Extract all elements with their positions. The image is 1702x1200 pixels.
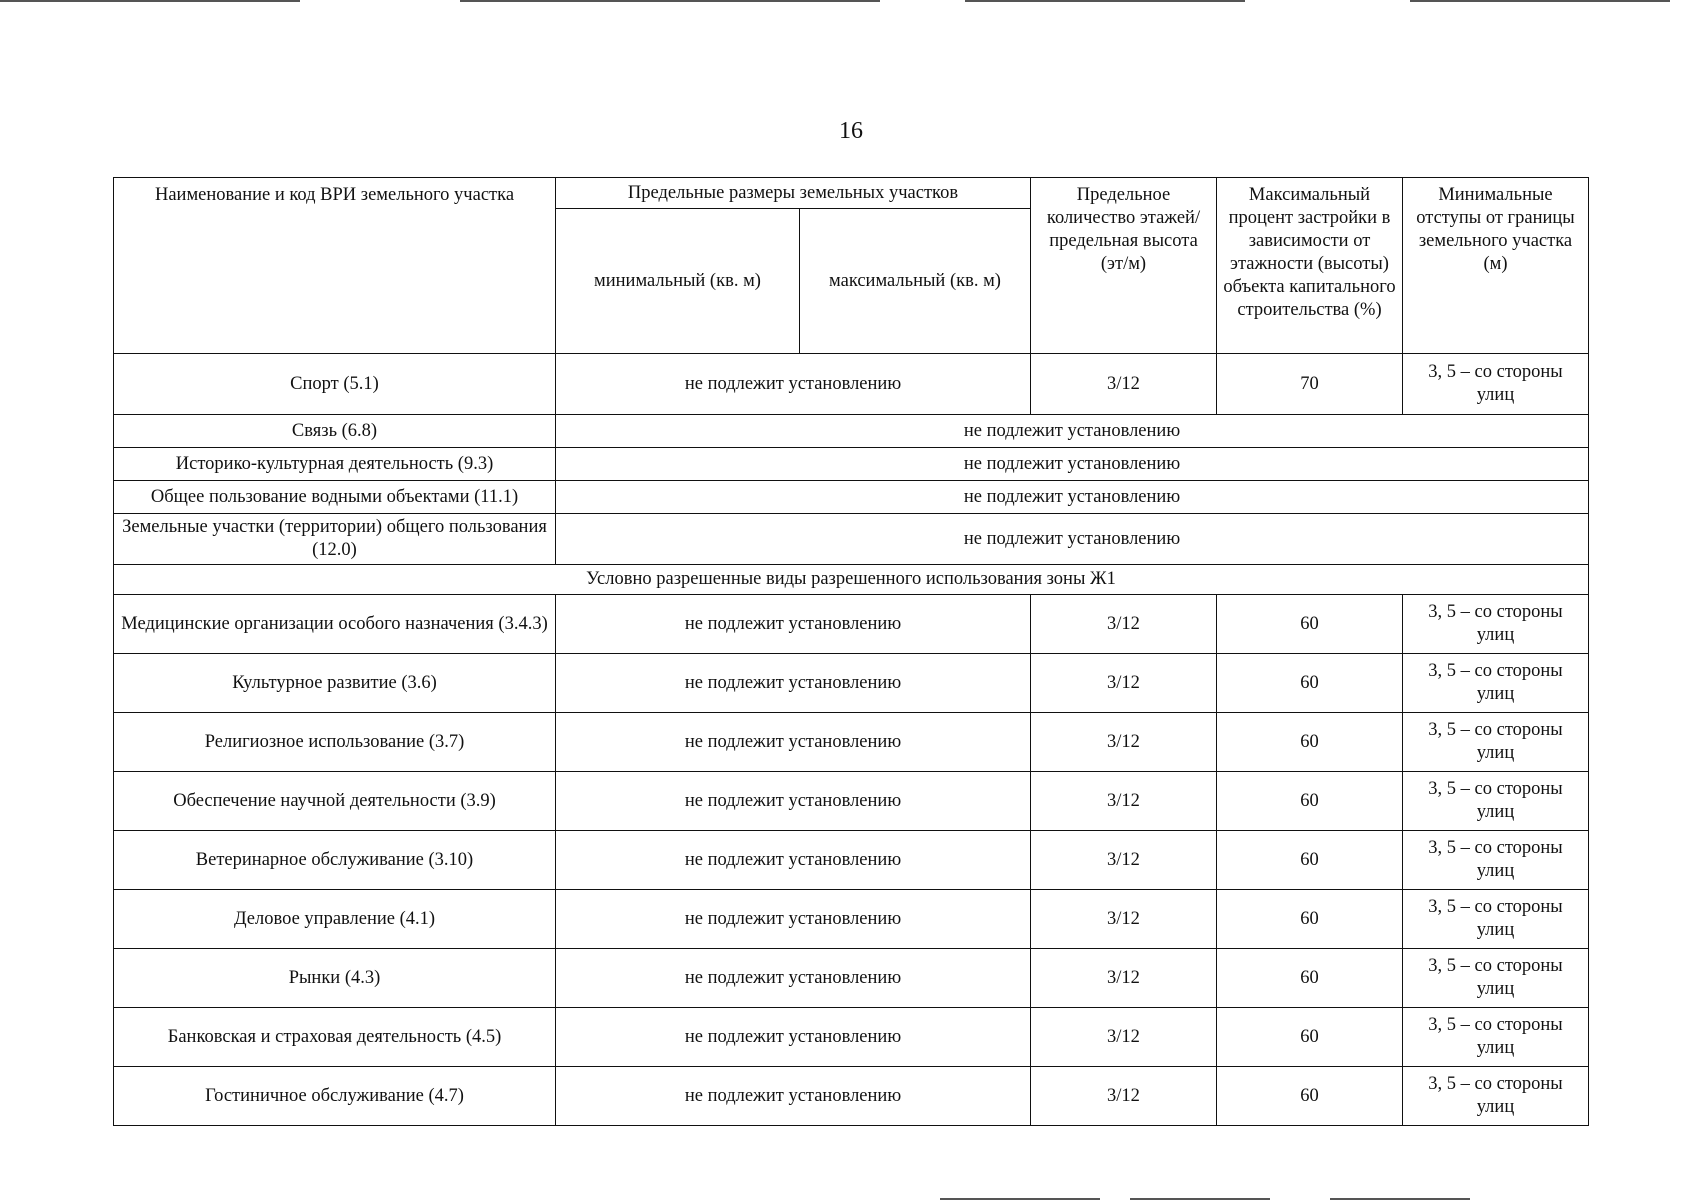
row-floors: 3/12 [1031, 354, 1217, 415]
row-setback: 3, 5 – со стороны улиц [1403, 595, 1589, 654]
row-floors: 3/12 [1031, 654, 1217, 713]
scan-edge-top-3 [965, 0, 1245, 2]
table-row [114, 1067, 1589, 1126]
zoning-regulations-table [113, 177, 1589, 1126]
row-sizes: не подлежит установлению [556, 354, 1031, 415]
row-percent: 70 [1217, 354, 1403, 415]
row-percent: 60 [1217, 772, 1403, 831]
row-percent: 60 [1217, 654, 1403, 713]
row-setback: 3, 5 – со стороны улиц [1403, 890, 1589, 949]
row-name: Медицинские организации особого назначения (3.4.3) [114, 595, 556, 654]
header-name-col: Наименование и код ВРИ земельного участка [114, 178, 556, 354]
header-percent-col: Максимальный процент застройки в зависимости от этажности (высоты) объекта капитального строительства (%) [1217, 178, 1403, 354]
row-sizes: не подлежит установлению [556, 772, 1031, 831]
table-row [114, 890, 1589, 949]
row-name: Гостиничное обслуживание (4.7) [114, 1067, 556, 1126]
row-name: Культурное развитие (3.6) [114, 654, 556, 713]
table-row [114, 654, 1589, 713]
row-sizes: не подлежит установлению [556, 831, 1031, 890]
row-floors: 3/12 [1031, 595, 1217, 654]
row-sizes: не подлежит установлению [556, 949, 1031, 1008]
row-setback: 3, 5 – со стороны улиц [1403, 354, 1589, 415]
scan-edge-top-2 [460, 0, 880, 2]
row-percent: 60 [1217, 831, 1403, 890]
table-row [114, 448, 1589, 481]
row-sizes: не подлежит установлению [556, 713, 1031, 772]
row-sizes: не подлежит установлению [556, 890, 1031, 949]
row-name: Земельные участки (территории) общего пользования (12.0) [114, 514, 556, 565]
row-merged-value: не подлежит установлению [556, 415, 1589, 448]
row-name: Религиозное использование (3.7) [114, 713, 556, 772]
row-floors: 3/12 [1031, 713, 1217, 772]
header-max-col: максимальный (кв. м) [800, 209, 1031, 354]
scan-edge-top-4 [1410, 0, 1670, 2]
row-sizes: не подлежит установлению [556, 654, 1031, 713]
row-name: Обеспечение научной деятельности (3.9) [114, 772, 556, 831]
table-row [114, 949, 1589, 1008]
row-setback: 3, 5 – со стороны улиц [1403, 772, 1589, 831]
row-merged-value: не подлежит установлению [556, 514, 1589, 565]
table-row [114, 595, 1589, 654]
row-setback: 3, 5 – со стороны улиц [1403, 949, 1589, 1008]
table-row [114, 713, 1589, 772]
row-floors: 3/12 [1031, 1008, 1217, 1067]
row-name: Рынки (4.3) [114, 949, 556, 1008]
row-setback: 3, 5 – со стороны улиц [1403, 713, 1589, 772]
scan-edge-top-1 [0, 0, 300, 2]
table-row [114, 354, 1589, 415]
row-percent: 60 [1217, 713, 1403, 772]
row-percent: 60 [1217, 949, 1403, 1008]
section-row [114, 565, 1589, 595]
table-row [114, 831, 1589, 890]
row-percent: 60 [1217, 595, 1403, 654]
row-percent: 60 [1217, 890, 1403, 949]
row-floors: 3/12 [1031, 772, 1217, 831]
row-sizes: не подлежит установлению [556, 595, 1031, 654]
header-min-col: минимальный (кв. м) [556, 209, 800, 354]
row-sizes: не подлежит установлению [556, 1067, 1031, 1126]
section-title: Условно разрешенные виды разрешенного использования зоны Ж1 [114, 565, 1589, 595]
row-name: Общее пользование водными объектами (11.1) [114, 481, 556, 514]
row-name: Ветеринарное обслуживание (3.10) [114, 831, 556, 890]
row-name: Деловое управление (4.1) [114, 890, 556, 949]
row-floors: 3/12 [1031, 949, 1217, 1008]
row-floors: 3/12 [1031, 831, 1217, 890]
table-row [114, 772, 1589, 831]
row-name: Спорт (5.1) [114, 354, 556, 415]
row-name: Связь (6.8) [114, 415, 556, 448]
row-floors: 3/12 [1031, 1067, 1217, 1126]
page-number: 16 [839, 118, 863, 144]
row-setback: 3, 5 – со стороны улиц [1403, 1008, 1589, 1067]
header-setback-col: Минимальные отступы от границы земельного участка (м) [1403, 178, 1589, 354]
row-floors: 3/12 [1031, 890, 1217, 949]
row-name: Банковская и страховая деятельность (4.5) [114, 1008, 556, 1067]
row-sizes: не подлежит установлению [556, 1008, 1031, 1067]
table-row [114, 1008, 1589, 1067]
header-sizes-group: Предельные размеры земельных участков [556, 178, 1031, 209]
row-setback: 3, 5 – со стороны улиц [1403, 654, 1589, 713]
row-setback: 3, 5 – со стороны улиц [1403, 831, 1589, 890]
row-setback: 3, 5 – со стороны улиц [1403, 1067, 1589, 1126]
header-row [114, 178, 1589, 209]
row-percent: 60 [1217, 1008, 1403, 1067]
row-percent: 60 [1217, 1067, 1403, 1126]
table-row [114, 481, 1589, 514]
header-floors-col: Предельное количество этажей/ предельная высота (эт/м) [1031, 178, 1217, 354]
table-row [114, 415, 1589, 448]
row-merged-value: не подлежит установлению [556, 481, 1589, 514]
row-merged-value: не подлежит установлению [556, 448, 1589, 481]
table-row [114, 514, 1589, 565]
row-name: Историко-культурная деятельность (9.3) [114, 448, 556, 481]
